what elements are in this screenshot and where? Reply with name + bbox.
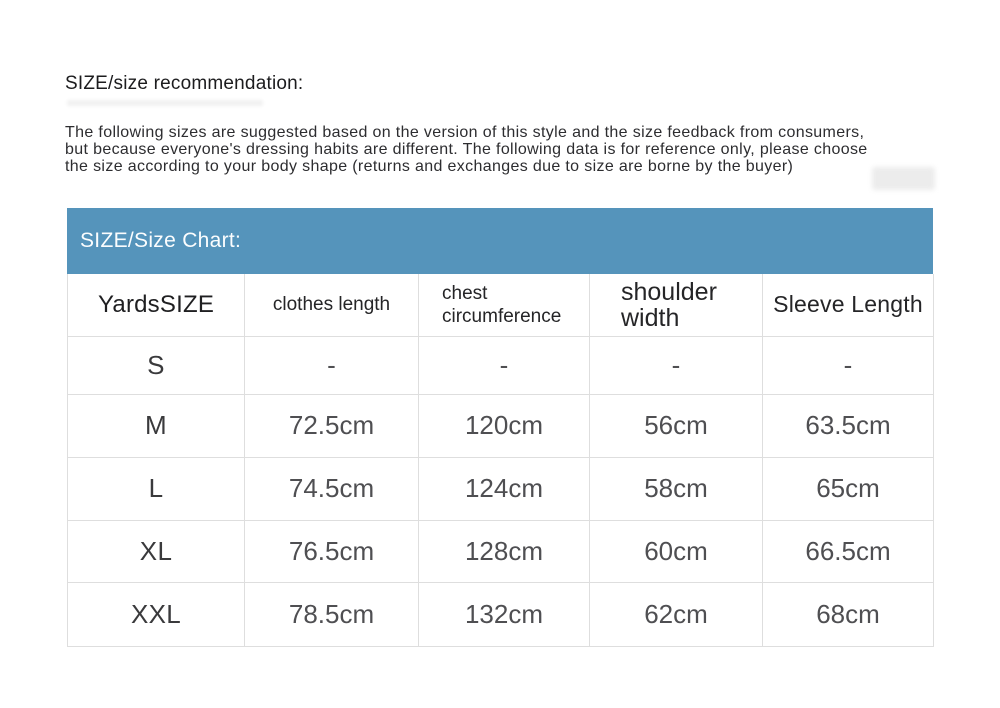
value-cell: 65cm (763, 457, 934, 520)
value-cell: - (245, 336, 419, 394)
size-chart-title-bar (67, 208, 933, 274)
intro-line: The following sizes are suggested based on the version of this style and the size feedback from consumers, (65, 124, 865, 141)
column-label: YardsSIZE (97, 290, 215, 318)
value-cell: 76.5cm (245, 520, 419, 582)
header-cell-shoulder-width (590, 274, 763, 336)
value-cell: 78.5cm (245, 582, 419, 646)
column-label: shoulder width (621, 277, 717, 332)
intro-line: but because everyone's dressing habits are different. The following data is for reference only, please choose (65, 141, 868, 158)
size-cell: M (68, 394, 245, 457)
intro-paragraph (65, 124, 868, 175)
header-cell-chest-circumference (419, 274, 590, 336)
value-cell: - (590, 336, 763, 394)
header-cell-sleeve-length (763, 274, 934, 336)
size-chart-section (67, 208, 933, 647)
page-title: SIZE/size recommendation: (65, 73, 304, 94)
value-cell: 63.5cm (763, 394, 934, 457)
size-cell: XXL (68, 582, 245, 646)
size-cell: XL (68, 520, 245, 582)
size-chart-title: SIZE/Size Chart: (80, 229, 242, 252)
column-label: Sleeve Length (773, 291, 923, 318)
value-cell: - (419, 336, 590, 394)
ghost-artifact (872, 167, 935, 190)
table-row (68, 394, 934, 457)
value-cell: 132cm (419, 582, 590, 646)
size-cell: S (68, 336, 245, 394)
value-cell: 66.5cm (763, 520, 934, 582)
value-cell: 128cm (419, 520, 590, 582)
value-cell: 58cm (590, 457, 763, 520)
size-table (67, 274, 934, 647)
header-cell-clothes-length (245, 274, 419, 336)
ghost-artifact (67, 100, 263, 106)
value-cell: 62cm (590, 582, 763, 646)
header-cell-yards-size (68, 274, 245, 336)
value-cell: - (763, 336, 934, 394)
table-row (68, 582, 934, 646)
value-cell: 56cm (590, 394, 763, 457)
column-label: chest circumference (442, 282, 562, 327)
value-cell: 120cm (419, 394, 590, 457)
intro-line: the size according to your body shape (returns and exchanges due to size are borne by the buyer) (65, 158, 794, 175)
value-cell: 60cm (590, 520, 763, 582)
value-cell: 124cm (419, 457, 590, 520)
value-cell: 68cm (763, 582, 934, 646)
table-row (68, 457, 934, 520)
column-label: clothes length (272, 293, 391, 315)
table-row (68, 336, 934, 394)
header-row (68, 274, 934, 336)
value-cell: 74.5cm (245, 457, 419, 520)
size-cell: L (68, 457, 245, 520)
value-cell: 72.5cm (245, 394, 419, 457)
table-row (68, 520, 934, 582)
